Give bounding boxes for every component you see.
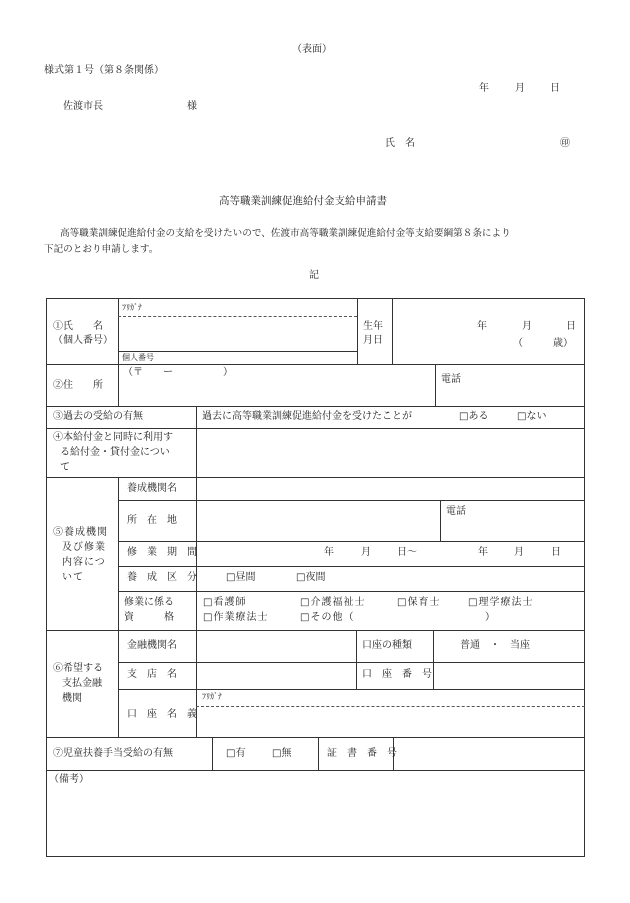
holder-furigana-label: ﾌﾘｶﾞﾅ: [202, 692, 222, 701]
child-allowance-label: ⑦児童扶養手当受給の有無: [53, 748, 173, 759]
period-start-day: 日～: [397, 547, 417, 558]
body-line-1: 高等職業訓練促進給付金の支給を受けたいので、佐渡市高等職業訓練促進給付金等支給要綱第８条により: [60, 228, 511, 239]
document-title: 高等職業訓練促進給付金支給申請書: [219, 195, 387, 207]
body-line-2: 下記のとおり申請します。: [44, 244, 159, 255]
side-label: （表面）: [292, 44, 332, 55]
daytime-checkbox[interactable]: □昼間: [226, 572, 256, 583]
birth-day: 日: [566, 321, 576, 332]
other-benefits-label-1: ④本給付金と同時に利用す: [53, 432, 173, 443]
institution-name-label: 養成機関名: [127, 483, 177, 494]
other-benefits-field[interactable]: [200, 432, 580, 472]
bank-label-1: ⑥希望する: [53, 663, 103, 674]
birth-label-2: 月日: [363, 335, 383, 346]
other-checkbox[interactable]: □その他（: [300, 612, 355, 623]
applicant-name-label: 氏 名: [385, 138, 415, 149]
period-end-year: 年: [478, 547, 488, 558]
address-label: ②住 所: [53, 380, 103, 391]
other-benefits-label-2: る給付金・貸付金につい: [60, 447, 170, 458]
account-number-label: 口 座 番 号: [362, 669, 432, 680]
child-allowance-no-checkbox[interactable]: □無: [272, 748, 292, 759]
date-month: 月: [515, 83, 525, 94]
period-start-year: 年: [324, 547, 334, 558]
institution-label-1: ⑤養成機関: [53, 527, 108, 538]
institution-location-label: 所 在 地: [127, 515, 177, 526]
bank-label-2: 支払金融: [62, 678, 102, 689]
addressee-sama: 様: [187, 101, 197, 112]
care-worker-checkbox[interactable]: □介護福祉士: [300, 597, 366, 608]
age-field: （ 歳）: [513, 338, 573, 349]
birth-month: 月: [522, 321, 532, 332]
name-label: ①氏 名: [53, 321, 103, 332]
training-type-label: 養 成 区 分: [127, 572, 197, 583]
date-day: 日: [550, 83, 560, 94]
form-number: 様式第１号（第８条関係）: [44, 65, 164, 76]
institution-label-2: 及び修業: [62, 542, 106, 553]
period-end-day: 日: [551, 547, 561, 558]
nighttime-checkbox[interactable]: □夜間: [296, 572, 326, 583]
remarks-field[interactable]: [52, 792, 577, 852]
bank-label-3: 機関: [62, 693, 82, 704]
birth-year: 年: [477, 321, 487, 332]
addressee: 佐渡市長: [63, 101, 103, 112]
occupational-therapist-checkbox[interactable]: □作業療法士: [203, 612, 269, 623]
qualification-label-2: 資 格: [124, 612, 174, 623]
address-tel-label: 電話: [441, 374, 461, 385]
certificate-number-label: 証 書 番 号: [327, 748, 397, 759]
seal-mark: ㊞: [560, 138, 570, 149]
past-receipt-yes-checkbox[interactable]: □ある: [459, 411, 489, 422]
physio-checkbox[interactable]: □理学療法士: [468, 597, 534, 608]
bank-name-label: 金融機関名: [127, 640, 177, 651]
account-type-label: 口座の種類: [362, 640, 412, 651]
branch-label: 支 店 名: [127, 669, 177, 680]
account-holder-label: 口 座 名 義: [127, 709, 197, 720]
period-end-month: 月: [514, 547, 524, 558]
institution-label-4: いて: [62, 572, 84, 583]
study-period-label: 修 業 期 間: [127, 547, 197, 558]
institution-label-3: 内容につ: [62, 557, 106, 568]
nurse-checkbox[interactable]: □看護師: [203, 597, 247, 608]
other-close-paren: ）: [485, 612, 495, 623]
postal-code: （〒 ー ）: [123, 367, 233, 378]
remarks-label: （備考）: [49, 774, 89, 785]
past-receipt-question: 過去に高等職業訓練促進給付金を受けたことが: [202, 411, 412, 422]
mynumber-label: （個人番号）: [53, 335, 113, 346]
past-receipt-no-checkbox[interactable]: □ない: [517, 411, 547, 422]
birth-label-1: 生年: [363, 321, 383, 332]
past-receipt-label: ③過去の受給の有無: [53, 411, 143, 422]
date-year: 年: [479, 83, 489, 94]
period-start-month: 月: [361, 547, 371, 558]
account-type-value[interactable]: 普通 ・ 当座: [460, 640, 530, 651]
other-benefits-label-3: て: [60, 462, 70, 473]
institution-tel-label: 電話: [446, 506, 466, 517]
name-furigana-label: ﾌﾘｶﾞﾅ: [122, 303, 142, 312]
child-allowance-yes-checkbox[interactable]: □有: [226, 748, 246, 759]
name-field[interactable]: [122, 320, 354, 348]
childcare-checkbox[interactable]: □保育士: [397, 597, 441, 608]
qualification-label-1: 修業に係る: [124, 597, 174, 608]
ki-mark: 記: [309, 270, 319, 281]
kojin-bango-label: 個人番号: [122, 353, 154, 362]
